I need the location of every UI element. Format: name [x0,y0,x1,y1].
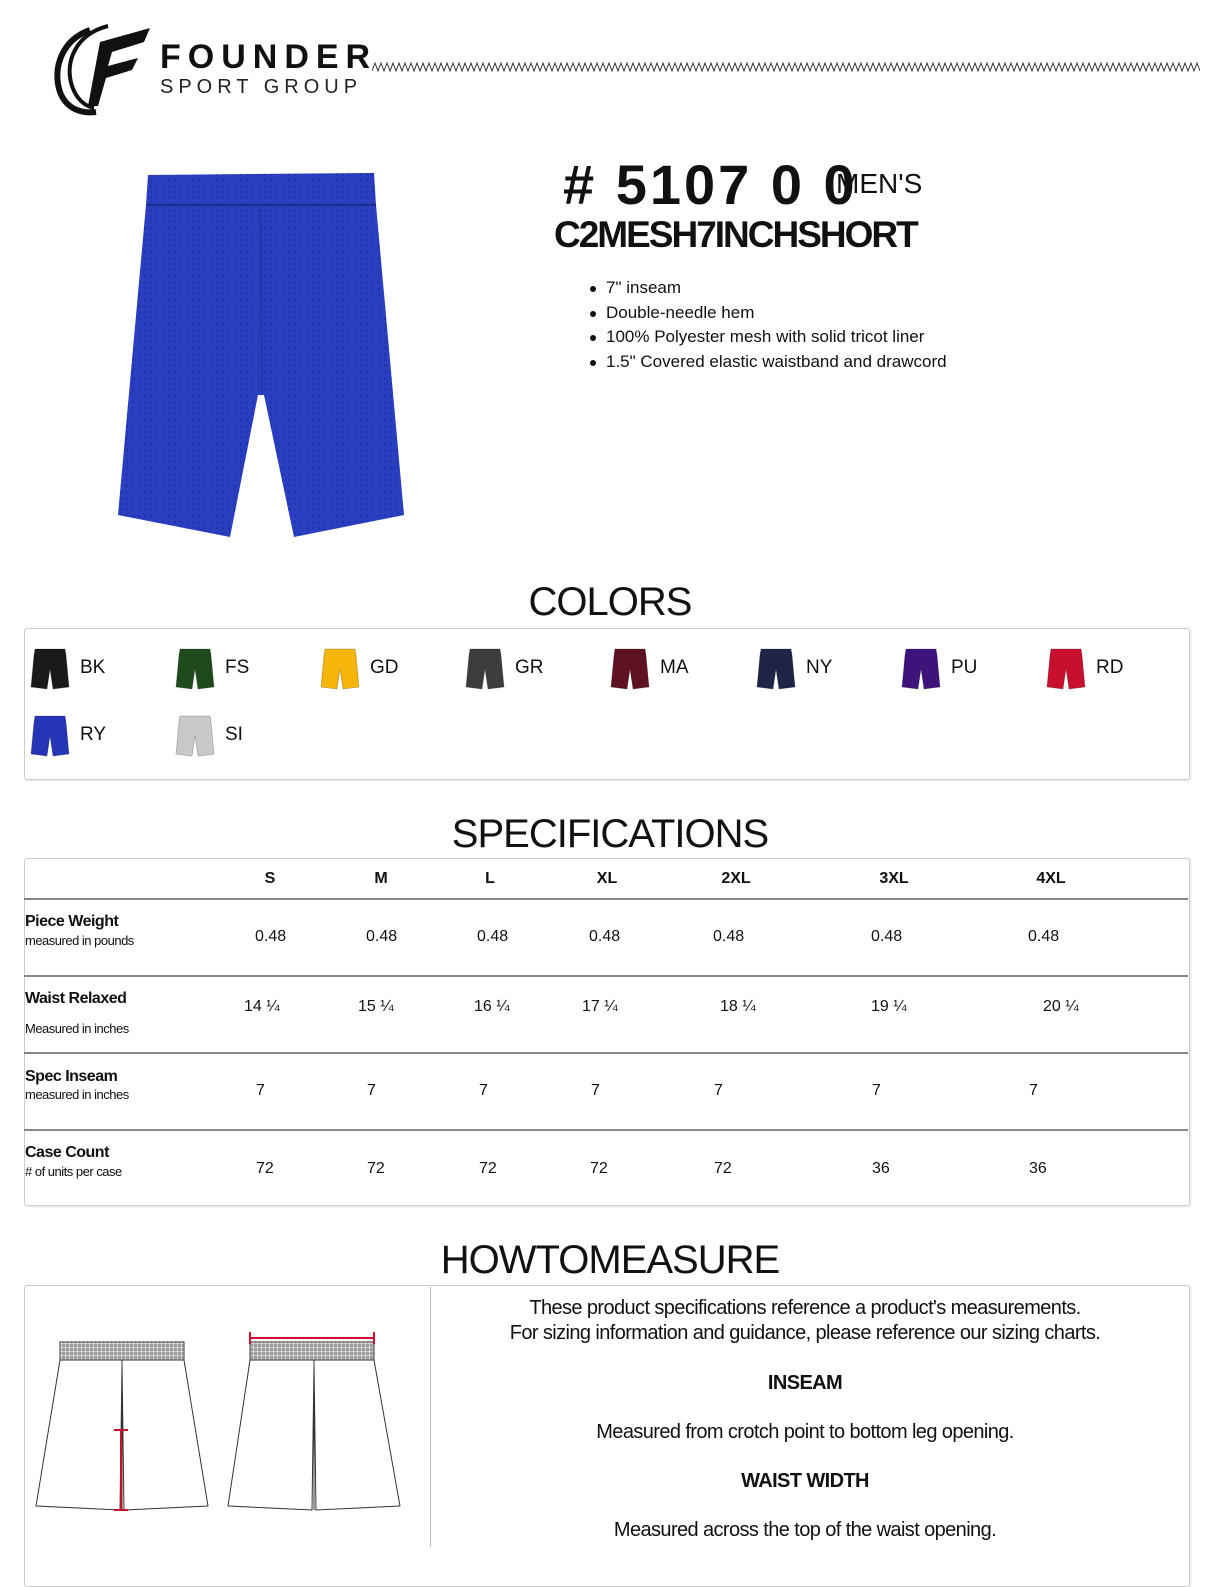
inseam-heading: INSEAM [767,1372,843,1394]
size-header: L [485,870,495,887]
brand-name: FOUNDER [160,38,378,76]
measurement-diagram [30,1320,420,1520]
gender-label: MEN'S [836,168,923,199]
feature-item: 7" inseam [588,276,947,301]
color-code-label: SI [225,724,243,745]
color-code-label: MA [660,657,689,678]
decorative-zigzag [372,58,1200,76]
inseam-description: Measured from crotch point to bottom leg opening. [596,1421,1014,1443]
row-label: Spec Inseam [25,1068,118,1085]
table-cell: 0.48 [477,928,509,945]
specifications-table [24,858,1190,1206]
table-cell: 18 ¼ [720,998,756,1015]
table-cell: 17 ¼ [582,998,618,1015]
size-header: 2XL [721,870,751,887]
size-header: XL [596,870,618,887]
product-photo [112,165,412,545]
row-sublabel: Measured in inches [25,1021,129,1036]
table-cell: 72 [256,1160,274,1177]
row-label: Waist Relaxed [25,990,127,1007]
table-cell: 15 ¼ [358,998,394,1015]
table-cell: 7 [872,1082,881,1099]
color-swatch-rd [1046,647,1086,691]
table-cell: 72 [367,1160,385,1177]
table-cell: 7 [256,1082,265,1099]
feature-item: 100% Polyester mesh with solid tricot liner [588,325,947,350]
table-cell: 72 [714,1160,732,1177]
color-code-label: PU [951,657,978,678]
table-cell: 7 [714,1082,723,1099]
row-sublabel: measured in pounds [25,933,134,948]
row-sublabel: measured in inches [25,1087,129,1102]
table-cell: 36 [872,1160,890,1177]
table-cell: 72 [479,1160,497,1177]
product-name: C2MESH7INCHSHORT [554,214,917,255]
color-swatch-ma [610,647,650,691]
panel-divider [430,1287,431,1547]
table-cell: 7 [591,1082,600,1099]
size-header: S [264,870,276,887]
measure-intro-line: These product specifications reference a product's measurements. [529,1297,1081,1319]
size-header: 3XL [879,870,909,887]
table-cell: 0.48 [255,928,287,945]
table-cell: 19 ¼ [871,998,907,1015]
color-code-label: FS [225,657,250,678]
table-cell: 0.48 [366,928,398,945]
table-cell: 14 ¼ [244,998,280,1015]
how-to-measure-title: HOWTOMEASURE [440,1238,780,1282]
table-cell: 7 [367,1082,376,1099]
table-cell: 20 ¼ [1043,998,1079,1015]
row-divider [24,975,1188,977]
table-cell: 7 [1029,1082,1038,1099]
table-cell: 0.48 [713,928,745,945]
color-code-label: RD [1096,657,1124,678]
table-cell: 0.48 [1028,928,1060,945]
color-code-label: RY [80,724,107,745]
row-label: Piece Weight [25,913,119,930]
table-cell: 36 [1029,1160,1047,1177]
waist-width-heading: WAIST WIDTH [741,1470,869,1492]
color-code-label: GD [370,657,399,678]
table-cell: 72 [590,1160,608,1177]
table-cell: 16 ¼ [474,998,510,1015]
row-label: Case Count [25,1144,109,1161]
size-header: M [374,870,388,887]
style-number: # 5107 0 0 [563,153,858,216]
size-header: 4XL [1036,870,1066,887]
color-code-label: NY [806,657,833,678]
color-swatch-fs [175,647,215,691]
color-swatch-gd [320,647,360,691]
specifications-title: SPECIFICATIONS [451,812,769,856]
color-swatch-si [175,714,215,758]
row-divider [24,1052,1188,1054]
row-divider [24,898,1188,900]
feature-item: 1.5" Covered elastic waistband and drawcord [588,350,947,375]
table-cell: 0.48 [589,928,621,945]
color-swatch-ry [30,714,70,758]
table-cell: 7 [479,1082,488,1099]
row-divider [24,1129,1188,1131]
color-swatch-bk [30,647,70,691]
color-code-label: BK [80,657,106,678]
brand-subtitle: SPORT GROUP [160,76,363,98]
measure-intro-line: For sizing information and guidance, please reference our sizing charts. [509,1322,1101,1344]
row-sublabel: # of units per case [25,1164,122,1179]
table-cell: 0.48 [871,928,903,945]
feature-list [588,276,947,374]
color-swatch-gr [465,647,505,691]
feature-item: Double-needle hem [588,301,947,326]
colors-title: COLORS [528,580,692,624]
color-swatch-pu [901,647,941,691]
color-swatch-ny [756,647,796,691]
waist-width-description: Measured across the top of the waist opening. [613,1519,997,1541]
color-code-label: GR [515,657,544,678]
